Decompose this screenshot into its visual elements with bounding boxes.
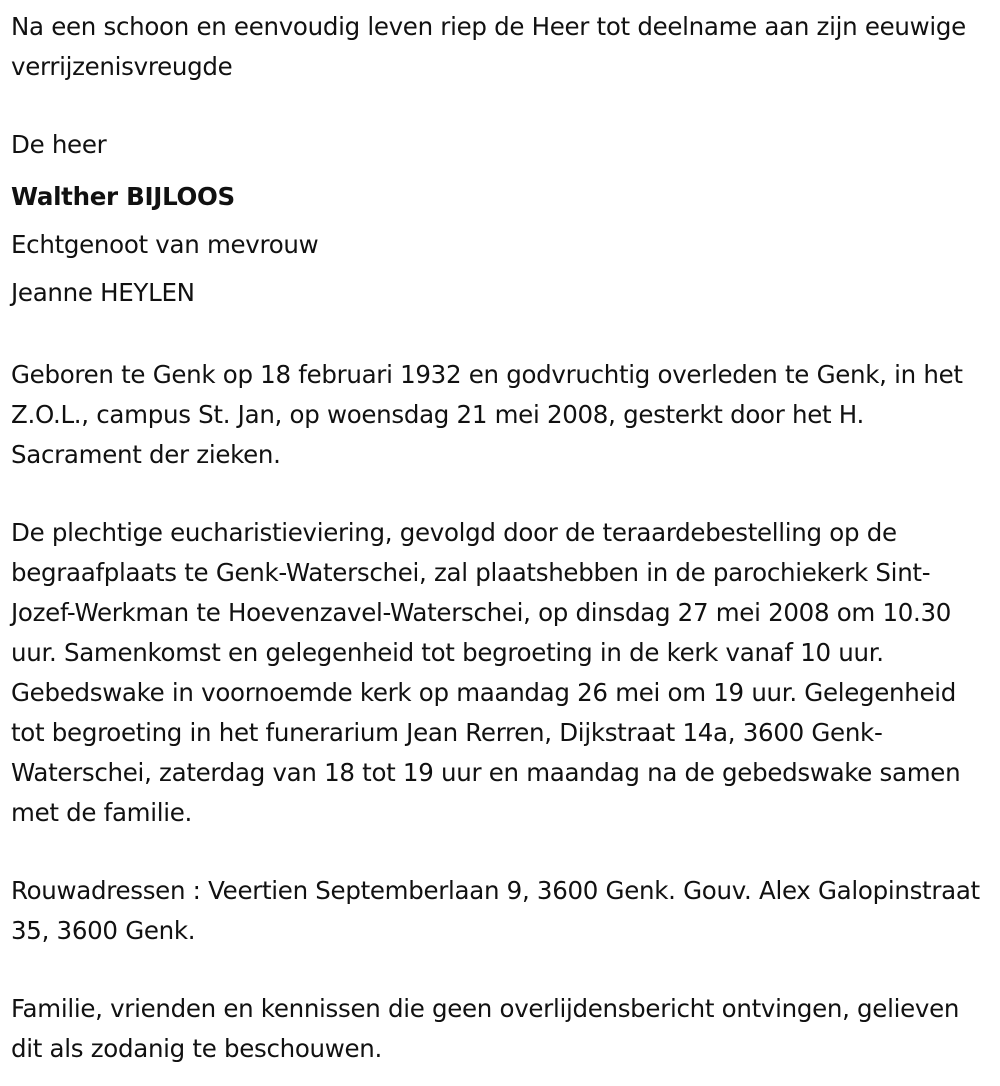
spouse-label: Echtgenoot van mevrouw <box>11 230 319 259</box>
spouse-name: Jeanne HEYLEN <box>11 278 195 307</box>
title-prefix: De heer <box>11 130 107 159</box>
ceremony-text: De plechtige eucharistieviering, gevolgd door de teraardebestelling op de begraafplaats te Genk-Waterschei, zal plaatshebben in de parochiekerk Sint-Jozef-Werkman te Hoevenzavel-Waterschei, op dinsdag 27 mei 2008 om 10.30 uur. Samenkomst en gelegenheid tot begroeting in de kerk vanaf 10 uur. Gebedswake in voornoemde kerk op maandag 26 mei om 19 uur. Gelegenheid tot begroeting in het funerarium Jean Rerren, Dijkstraat 14a, 3600 Genk-Waterschei, zaterdag van 18 tot 19 uur en maandag na de gebedswake samen met de familie. <box>11 518 961 827</box>
closing-text: Familie, vrienden en kennissen die geen overlijdensbericht ontvingen, gelieven dit als zodanig te beschouwen. <box>11 994 960 1063</box>
intro-text: Na een schoon en eenvoudig leven riep de Heer tot deelname aan zijn eeuwige verrijzenisvreugde <box>11 12 966 81</box>
obituary-notice <box>11 7 993 1069</box>
birth-death-text: Geboren te Genk op 18 februari 1932 en godvruchtig overleden te Genk, in het Z.O.L., campus St. Jan, op woensdag 21 mei 2008, gesterkt door het H. Sacrament der zieken. <box>11 360 963 469</box>
addresses-text: Rouwadressen : Veertien Septemberlaan 9, 3600 Genk. Gouv. Alex Galopinstraat 35, 3600 Genk. <box>11 876 980 945</box>
deceased-name: Walther BIJLOOS <box>11 182 235 211</box>
